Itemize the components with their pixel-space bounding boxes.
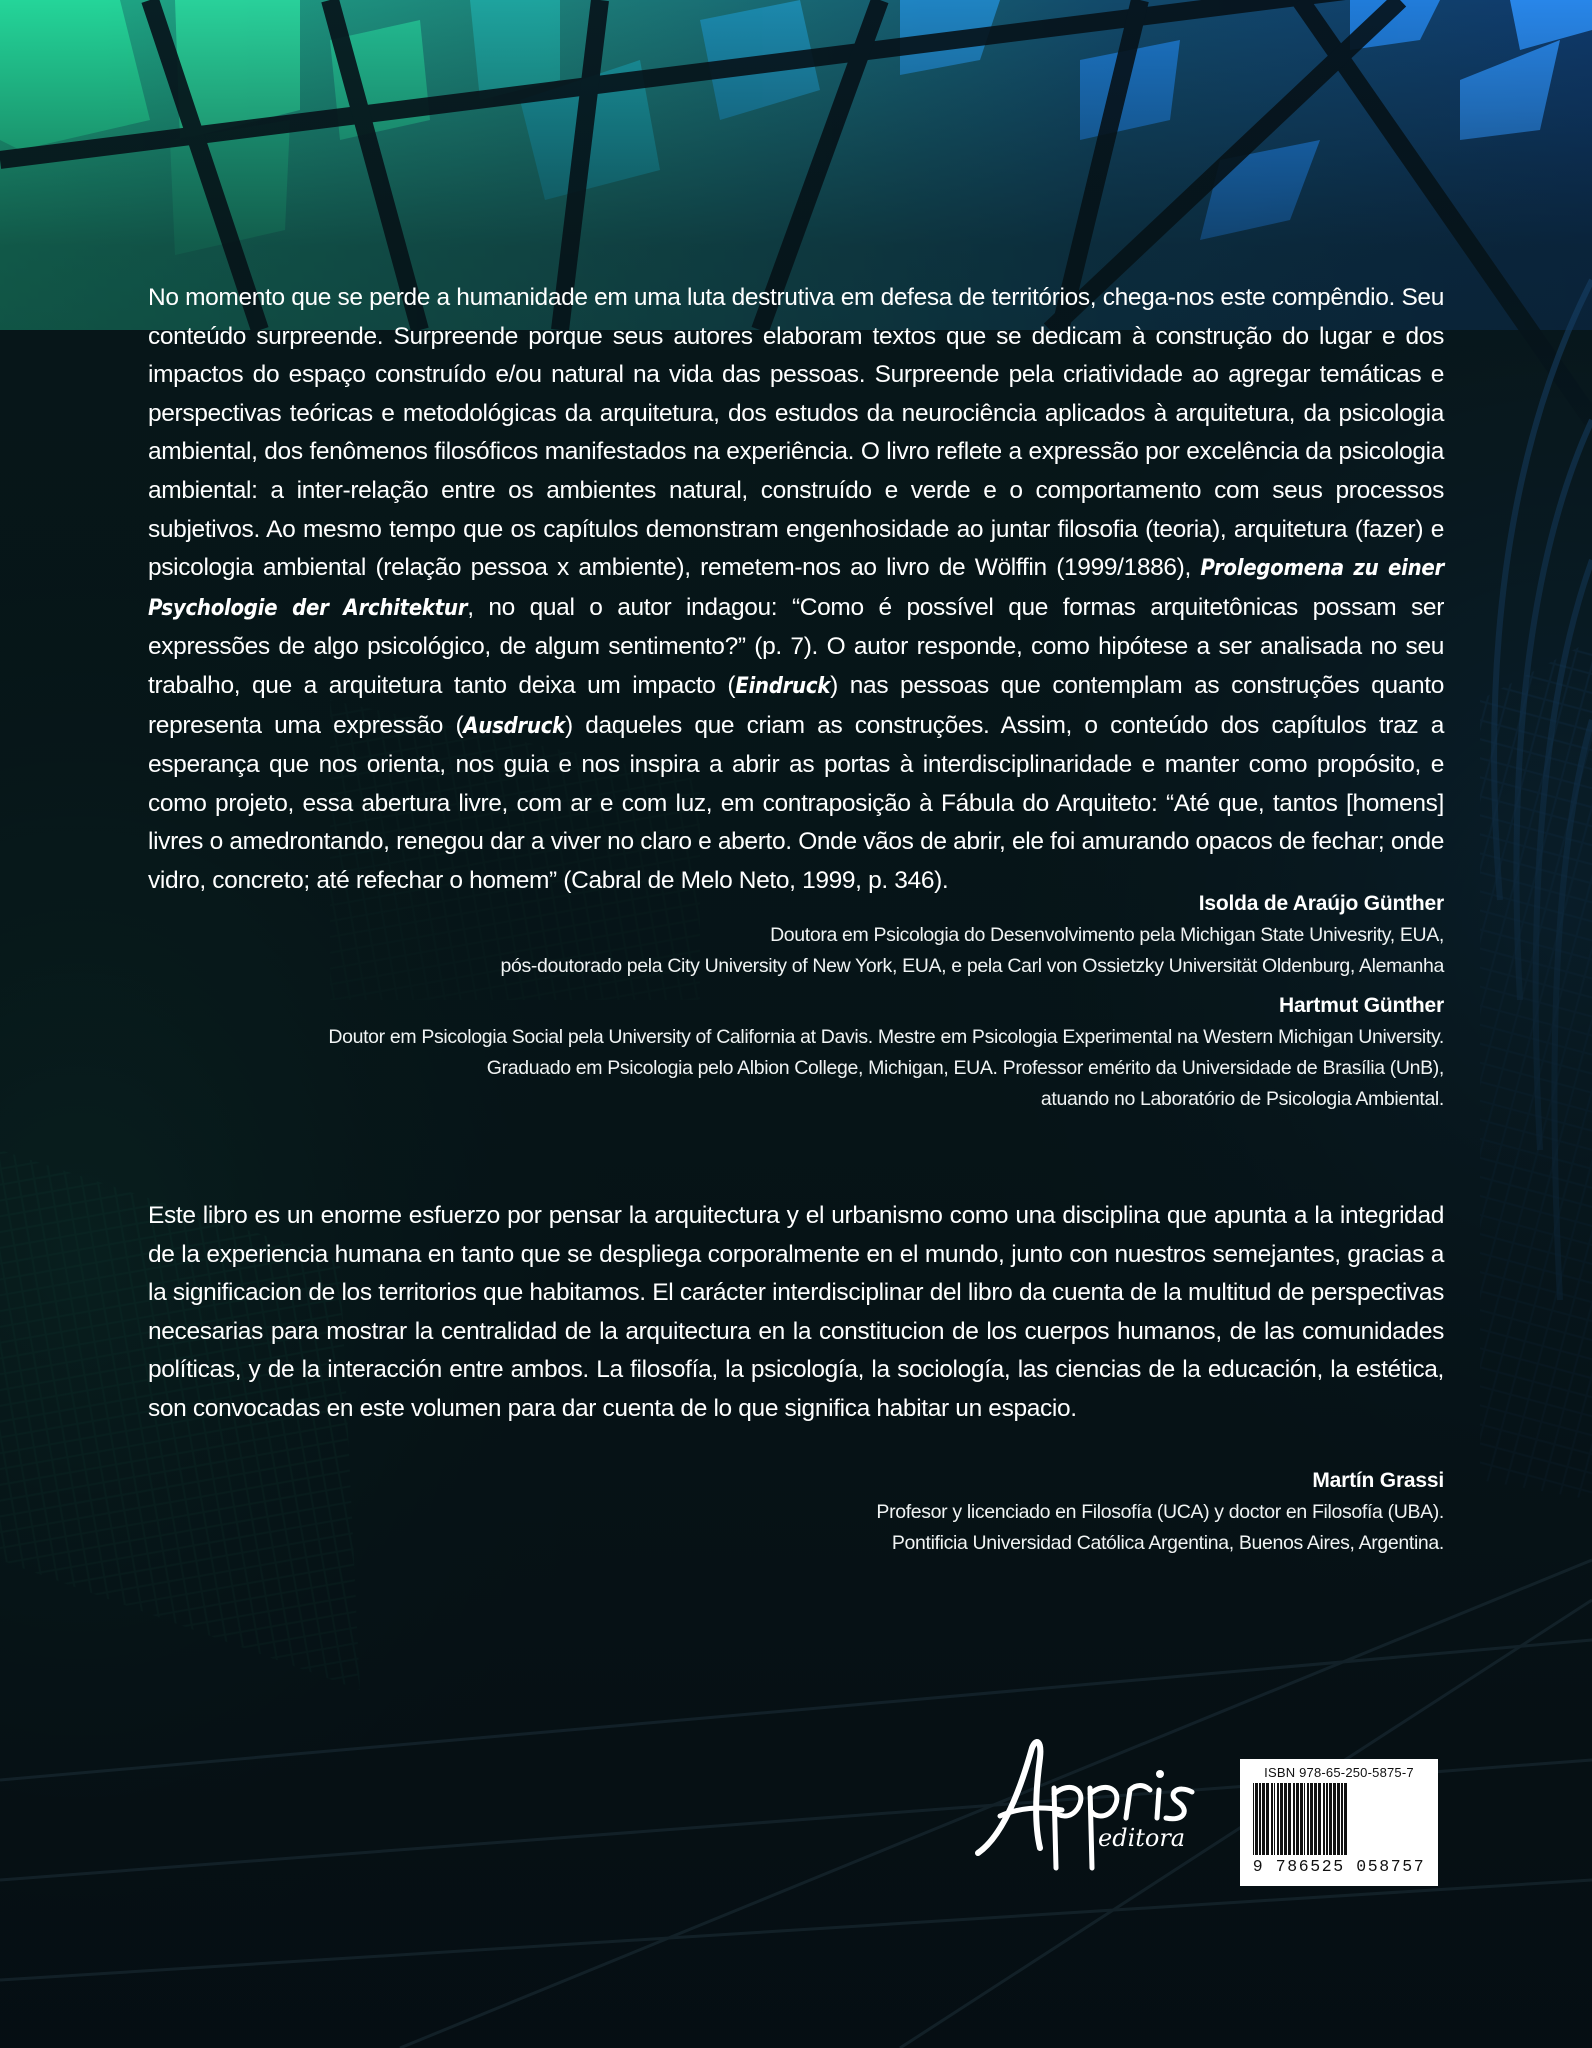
review-text: No momento que se perde a humanidade em uma luta destrutiva em defesa de territórios, chega-nos este compêndio. Seu conteúdo surpreende. Surpreende porque seus autores elaboram textos que se dedicam à construção do lugar e dos impactos do espaço construído e/ou natural na vida das pessoas. Surpreende pela criatividade ao agregar temáticas e perspectivas teóricas e metodológicas da arquitetura, dos estudos da neurociência aplicados à arquitetura, da psicologia ambiental, dos fenômenos filosóficos manifestados na experiência. O livro reflete a expressão por excelência da psicologia ambiental: a inter-relação entre os ambientes natural, construído e verde e o comportamento com seus processos subjetivos. Ao mesmo tempo que os capítulos demonstram engenhosidade ao juntar filosofia (teoria), arquitetura (fazer) e psicologia ambiental (relação pessoa x ambiente), remetem-nos ao livro de Wölffin (1999/1886), (148, 284, 1444, 582)
isbn-label: ISBN 978-65-250-5875-7 (1264, 1765, 1414, 1780)
review-text: ) daqueles que criam as construções. Assim, o conteúdo dos capítulos traz a esperança que nos orienta, nos guia e nos inspira a abrir as portas à interdisciplinaridade e manter como propósito, e como projeto, essa abertura livre, com ar e com luz, em contraposição à Fábula do Arquiteto: “Até que, tantos [homens] livres o amedrontando, renegou dar a viver no claro e aberto. Onde vãos de abrir, ele foi amurando opacos de fechar; onde vidro, concreto; até refechar o homem” (Cabral de Melo Neto, 1999, p. 346). (148, 711, 1444, 894)
barcode-bar (1259, 1783, 1261, 1855)
review-text: , no qual o autor indagou: “Como é possível que formas arquitetônicas possam ser expressões de algo psicológico, de algum sentimento?” (p. 7). O autor responde, como hipótese a ser analisada no seu trabalho, que a arquitetura tanto deixa um impacto ( (148, 593, 1445, 699)
author-name: Isolda de Araújo Günther (1198, 892, 1444, 915)
book-title-emphasis: Prolegomena zu einer Psychologie der Architektur (148, 556, 1444, 621)
signature-martin (876, 1465, 1444, 1559)
barcode-bar (1323, 1783, 1325, 1855)
review-text: ) nas pessoas que contemplam as construções quanto representa uma expressão ( (148, 671, 1444, 739)
barcode-bar (1304, 1783, 1305, 1855)
barcode-bar (1326, 1783, 1328, 1855)
author-credential: Graduado em Psicologia pelo Albion College, Michigan, EUA. Professor emérito da Universidade de Brasília (UnB), (486, 1057, 1444, 1079)
barcode-digits: 9 786525 058757 (1252, 1857, 1426, 1876)
barcode-bar (1253, 1783, 1254, 1855)
signature-hartmut (328, 990, 1444, 1115)
author-name: Martín Grassi (1312, 1469, 1444, 1492)
barcode-bar (1318, 1783, 1321, 1855)
barcode-bar (1280, 1783, 1283, 1855)
barcode-bar (1277, 1783, 1279, 1855)
author-credential: Doutor em Psicologia Social pela University of California at Davis. Mestre em Psicologia Experimental na Western Michigan University. (328, 1026, 1444, 1048)
barcode-bar (1271, 1783, 1273, 1855)
barcode-bar (1266, 1783, 1269, 1855)
isbn-barcode (1240, 1759, 1438, 1886)
term-eindruck: Eindruck (735, 673, 831, 699)
barcode-bar (1310, 1783, 1313, 1855)
author-credential: Pontificia Universidad Católica Argentina, Buenos Aires, Argentina. (891, 1532, 1444, 1554)
barcode-bar (1341, 1783, 1343, 1855)
barcode-bar (1255, 1783, 1258, 1855)
barcode-bar (1262, 1783, 1265, 1855)
author-credential: atuando no Laboratório de Psicologia Ambiental. (1040, 1088, 1444, 1110)
barcode-bar (1329, 1783, 1332, 1855)
term-ausdruck: Ausdruck (463, 713, 565, 739)
author-name: Hartmut Günther (1278, 994, 1444, 1017)
barcode-bar (1314, 1783, 1317, 1855)
barcode-bar (1284, 1783, 1287, 1855)
barcode-bar (1307, 1783, 1309, 1855)
author-credential: Profesor y licenciado en Filosofía (UCA) y doctor en Filosofía (UBA). (876, 1501, 1444, 1523)
barcode-bar (1274, 1783, 1275, 1855)
review-spanish: Este libro es un enorme esfuerzo por pensar la arquitectura y el urbanismo como una disciplina que apunta a la integridad de la experiencia humana en tanto que se despliega corporalmente en el mundo, junto con nuestros semejantes, gracias a la significacion de los territorios que habitamos. El carácter interdisciplinar del libro da cuenta de la multitud de perspectivas necesarias para mostrar la centralidad de la arquitectura en la constitucion de los cuerpos humanos, de las comunidades políticas, y de la interacción entre ambos. La filosofía, la psicología, la sociología, las ciencias de la educación, la estética, son convocadas en este volumen para dar cuenta de lo que significa habitar un espacio. (148, 1202, 1444, 1422)
barcode-bars (1249, 1783, 1429, 1857)
barcode-bar (1296, 1783, 1299, 1855)
barcode-bar (1288, 1783, 1291, 1855)
barcode-bar (1300, 1783, 1303, 1855)
svg-text:editora: editora (1098, 1824, 1186, 1852)
barcode-bar (1333, 1783, 1336, 1855)
appris-logo (970, 1728, 1195, 1878)
barcode-bar (1344, 1783, 1347, 1855)
author-credential: pós-doutorado pela City University of New York, EUA, e pela Carl von Ossietzky Universität Oldenburg, Alemanha (500, 955, 1444, 977)
author-credential: Doutora em Psicologia do Desenvolvimento pela Michigan State Univesrity, EUA, (770, 924, 1444, 946)
barcode-bar (1337, 1783, 1340, 1855)
barcode-bar (1293, 1783, 1295, 1855)
signature-isolda (501, 888, 1444, 982)
review-portuguese (148, 279, 1444, 901)
